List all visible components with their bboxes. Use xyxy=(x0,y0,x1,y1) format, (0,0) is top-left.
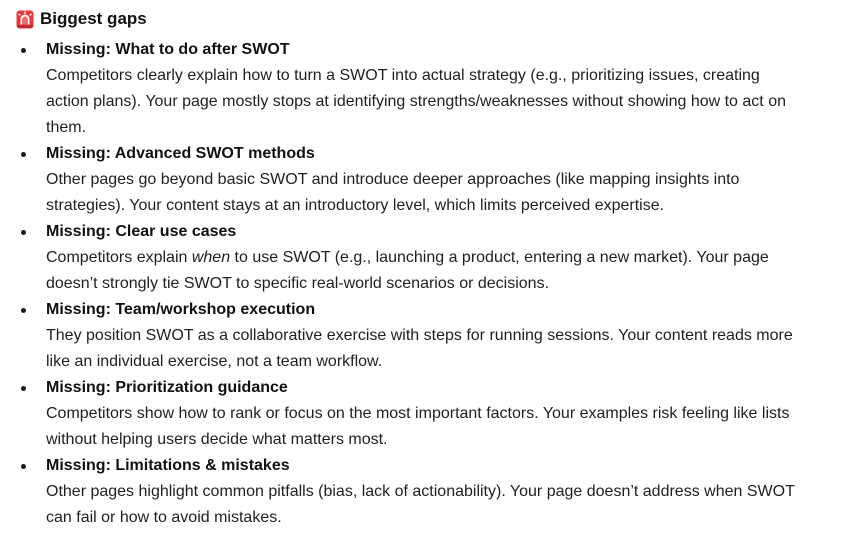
item-title: Missing: What to do after SWOT xyxy=(46,41,290,58)
bullet-icon xyxy=(21,152,26,157)
item-body: Other pages highlight common pitfalls (bias, lack of actionability). Your page doesn’t address when SWOT can fail or how to avoid mistakes. xyxy=(46,483,795,526)
item-body: Other pages go beyond basic SWOT and introduce deeper approaches (like mapping insights into strategies). Your content stays at an introductory level, which limits perceived expertise. xyxy=(46,171,740,214)
item-title: Missing: Limitations & mistakes xyxy=(46,457,290,474)
item-title: Missing: Advanced SWOT methods xyxy=(46,145,315,162)
item-title: Missing: Clear use cases xyxy=(46,223,237,240)
bullet-icon xyxy=(21,386,26,391)
list-item xyxy=(16,453,796,531)
item-body: They position SWOT as a collaborative exercise with steps for running sessions. Your content reads more like an individual exercise, not a team workflow. xyxy=(46,327,793,370)
bullet-icon xyxy=(21,464,26,469)
section-heading xyxy=(16,6,796,32)
item-title: Missing: Team/workshop execution xyxy=(46,301,316,318)
gaps-list xyxy=(16,37,796,531)
gaps-section xyxy=(16,6,796,531)
item-body: Competitors clearly explain how to turn a SWOT into actual strategy (e.g., prioritizing issues, creating action plans). Your page mostly stops at identifying strengths/weaknesses without showing how to act on them. xyxy=(46,67,786,136)
list-item xyxy=(16,219,796,297)
bullet-icon xyxy=(21,230,26,235)
list-item xyxy=(16,375,796,453)
list-item xyxy=(16,141,796,219)
item-body-start: Competitors explain xyxy=(46,249,192,266)
bullet-icon xyxy=(21,308,26,313)
item-body xyxy=(46,245,796,297)
bullet-icon xyxy=(21,48,26,53)
item-body-end: to use SWOT (e.g., launching a product, entering a new market). Your page doesn’t strongly tie SWOT to specific real-world scenarios or decisions. xyxy=(46,249,769,292)
item-title: Missing: Prioritization guidance xyxy=(46,379,288,396)
item-body: Competitors show how to rank or focus on the most important factors. Your examples risk feeling like lists without helping users decide what matters most. xyxy=(46,405,790,448)
list-item xyxy=(16,297,796,375)
item-body-emphasis: when xyxy=(191,249,231,266)
section-title: Biggest gaps xyxy=(40,9,147,28)
list-item xyxy=(16,37,796,141)
siren-icon xyxy=(16,10,34,29)
